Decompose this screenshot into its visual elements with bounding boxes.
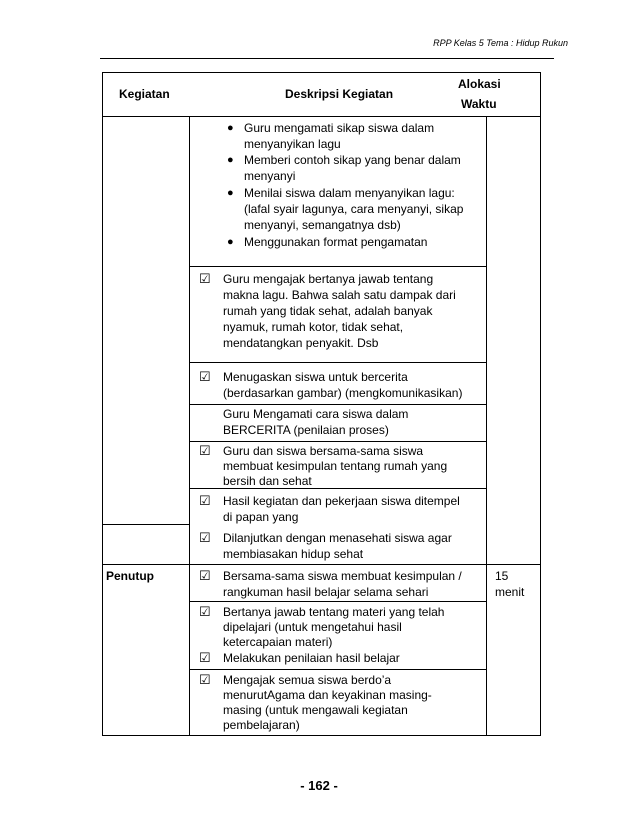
list-item: rumah yang tidak sehat, adalah banyak [223, 304, 433, 318]
table-rule [189, 441, 486, 442]
time-unit: menit [495, 585, 525, 599]
bullet-icon: ● [227, 154, 234, 166]
list-item: dipelajari (untuk mengetahui hasil [223, 620, 402, 634]
list-item: Guru mengamati sikap siswa dalam [244, 121, 435, 135]
list-item: menyanyi, semangatnya dsb) [244, 218, 401, 232]
list-item: membuat kesimpulan tentang rumah yang [223, 459, 448, 473]
list-item: makna lagu. Bahwa salah satu dampak dari [223, 288, 456, 302]
list-item: membiasakan hidup sehat [223, 547, 364, 561]
table-rule [102, 72, 103, 736]
table-rule [189, 601, 486, 602]
checkbox-icon: ☑ [199, 369, 211, 384]
table-rule [486, 116, 487, 736]
checkbox-icon: ☑ [199, 530, 211, 545]
list-item: (berdasarkan gambar) (mengkomunikasikan) [223, 386, 463, 400]
header-text: RPP Kelas 5 Tema : Hidup Rukun [433, 38, 568, 48]
table-rule [189, 404, 486, 405]
list-item: menurutAgama dan keyakinan masing- [223, 688, 432, 702]
checkbox-icon: ☑ [199, 672, 211, 687]
bullet-icon: ● [227, 187, 234, 199]
list-item: mendatangkan penyakit. Dsb [223, 336, 379, 350]
table-rule [102, 72, 541, 73]
checkbox-icon: ☑ [199, 650, 211, 665]
list-item: Melakukan penilaian hasil belajar [223, 651, 400, 665]
header-alokasi: Alokasi [458, 77, 501, 91]
header-waktu: Waktu [461, 97, 497, 111]
header-deskripsi: Deskripsi Kegiatan [285, 87, 394, 101]
header-kegiatan: Kegiatan [119, 87, 170, 101]
list-item: menyanyi [244, 169, 296, 183]
bullet-icon: ● [227, 122, 234, 134]
list-item: Guru mengajak bertanya jawab tentang [223, 272, 434, 286]
penutup-label: Penutup [106, 569, 154, 583]
header-rule [100, 58, 554, 59]
checkbox-icon: ☑ [199, 493, 211, 508]
list-item: Menggunakan format pengamatan [244, 235, 428, 249]
table-rule [540, 72, 541, 736]
table-rule [102, 735, 541, 736]
list-item: pembelajaran) [223, 718, 300, 732]
list-item: Memberi contoh sikap yang benar dalam [244, 153, 461, 167]
table-rule [189, 116, 190, 736]
table-rule [102, 524, 189, 525]
list-item: Mengajak semua siswa berdo’a [223, 673, 392, 687]
table-rule [189, 362, 486, 363]
table-rule [102, 116, 541, 117]
list-item: bersih dan sehat [223, 474, 312, 488]
list-item: Dilanjutkan dengan menasehati siswa agar [223, 531, 452, 545]
list-item: Guru Mengamati cara siswa dalam [223, 407, 409, 421]
list-item: Menugaskan siswa untuk bercerita [223, 370, 408, 384]
checkbox-icon: ☑ [199, 271, 211, 286]
list-item: (lafal syair lagunya, cara menyanyi, sikap [244, 202, 464, 216]
checkbox-icon: ☑ [199, 443, 211, 458]
table-rule [189, 669, 486, 670]
checkbox-icon: ☑ [199, 568, 211, 583]
table-rule [102, 564, 541, 565]
list-item: masing (untuk mengawali kegiatan [223, 703, 408, 717]
table-rule [189, 266, 486, 267]
list-item: rangkuman hasil belajar selama sehari [223, 585, 429, 599]
page-number: - 162 - [300, 778, 338, 793]
list-item: Menilai siswa dalam menyanyikan lagu: [244, 186, 455, 200]
list-item: Guru dan siswa bersama-sama siswa [223, 444, 424, 458]
list-item: Hasil kegiatan dan pekerjaan siswa ditempel [223, 494, 460, 508]
list-item: ketercapaian materi) [223, 635, 333, 649]
list-item: nyamuk, rumah kotor, tidak sehat, [223, 320, 404, 334]
list-item: di papan yang [223, 510, 299, 524]
bullet-icon: ● [227, 236, 234, 248]
time-allocation: 15 [495, 569, 509, 583]
checkbox-icon: ☑ [199, 604, 211, 619]
list-item: BERCERITA (penilaian proses) [223, 423, 389, 437]
list-item: Bertanya jawab tentang materi yang telah [223, 605, 445, 619]
list-item: menyanyikan lagu [244, 137, 341, 151]
list-item: Bersama-sama siswa membuat kesimpulan / [223, 569, 462, 583]
